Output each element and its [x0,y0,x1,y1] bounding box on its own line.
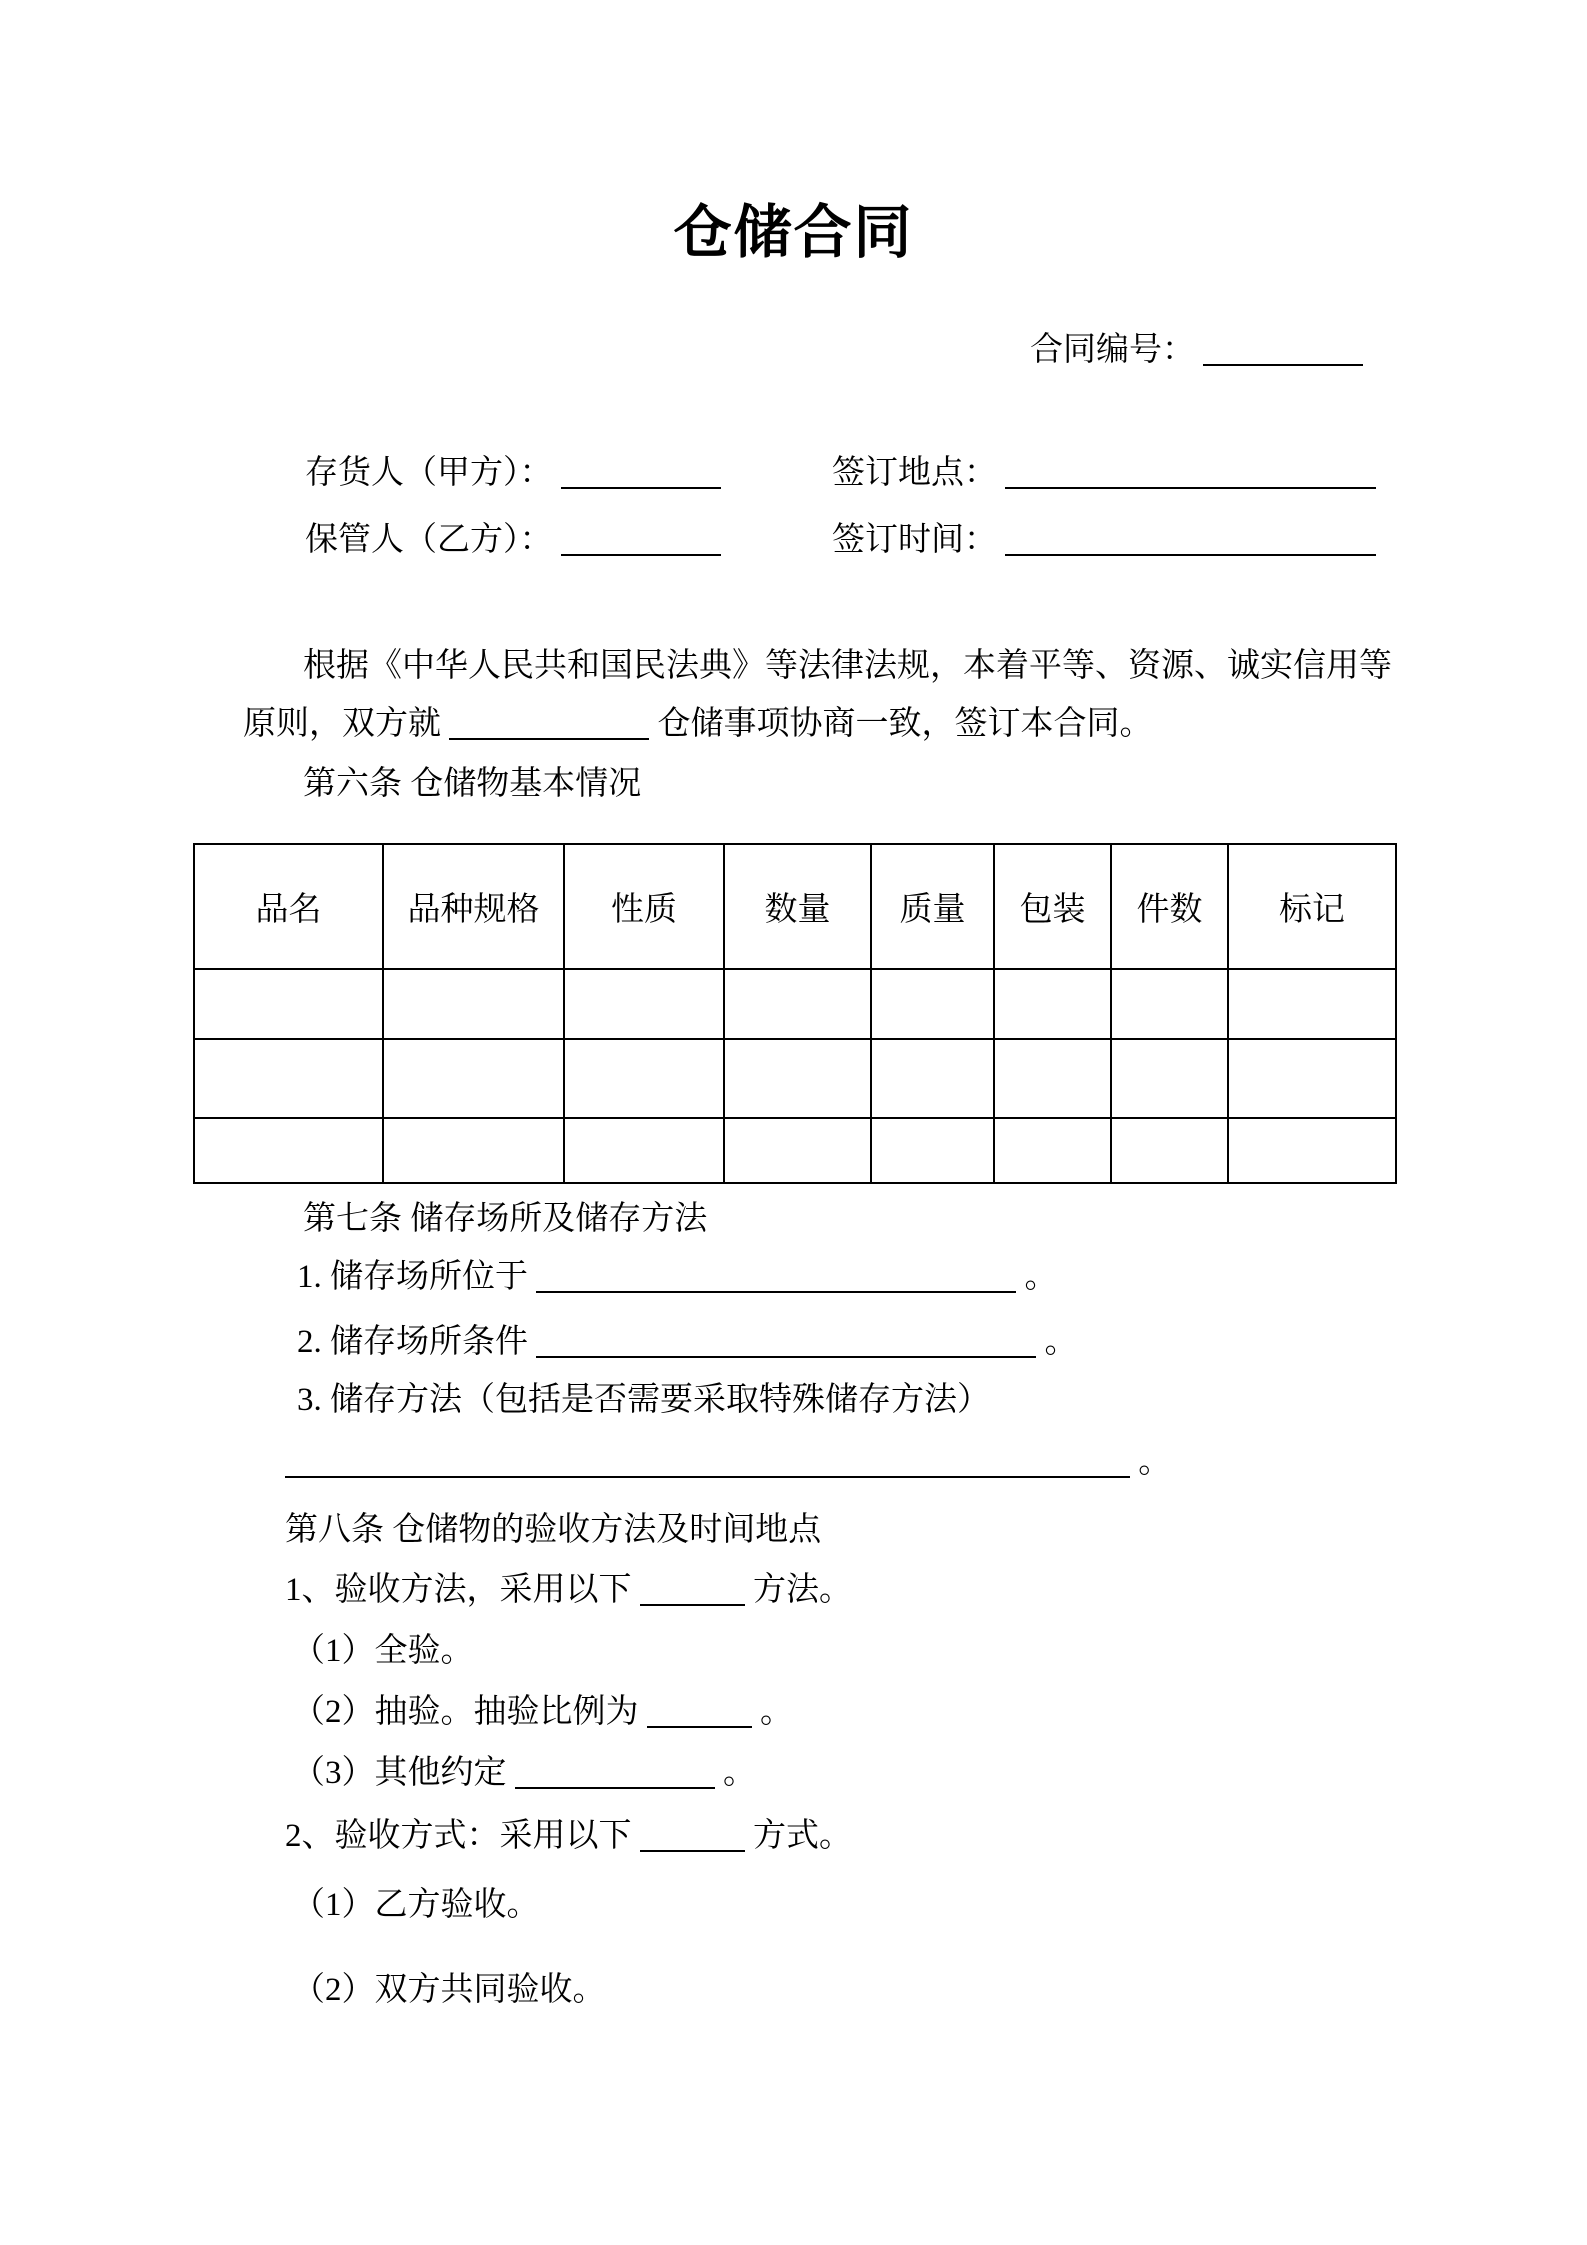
goods-table-cell[interactable] [1228,1118,1396,1183]
preamble-line-2 [243,701,1153,747]
article-8-method-before: 1、验收方法，采用以下 [285,1572,632,1608]
article-8-heading: 第八条 仓储物的验收方法及时间地点 [285,1512,822,1548]
article-7-item-1-label: 1. 储存场所位于 [297,1259,528,1295]
goods-table-header-cell: 品名 [194,844,383,969]
article-8-option-other [292,1750,756,1796]
depositor-label: 存货人（甲方）： [305,455,553,491]
article-7-item-1-period: 。 [1024,1259,1058,1295]
storage-method-blank[interactable] [285,1476,1130,1478]
goods-table-cell[interactable] [564,1118,724,1183]
goods-table-row [194,1118,1396,1183]
preamble-line-2-after: 仓储事项协商一致，签订本合同。 [657,706,1153,742]
goods-table-header-cell: 包装 [994,844,1111,969]
goods-table-cell[interactable] [1228,969,1396,1039]
goods-table-cell[interactable] [383,1118,564,1183]
contract-number-label: 合同编号： [1030,332,1195,368]
article-8-mode-after: 方式。 [753,1818,852,1854]
article-6-heading: 第六条 仓储物基本情况 [303,766,642,802]
article-7-item-2-period: 。 [1044,1324,1078,1360]
goods-table-cell[interactable] [724,969,871,1039]
goods-table-body [194,969,1396,1183]
goods-table-cell[interactable] [994,969,1111,1039]
sign-time-blank[interactable] [1005,554,1376,556]
goods-table-cell[interactable] [194,969,383,1039]
goods-table-header-cell: 质量 [871,844,994,969]
sign-time-line [832,517,1376,563]
preamble-line-2-before: 原则，双方就 [243,706,441,742]
article-7-continuation [285,1439,1171,1485]
goods-table-cell[interactable] [1111,969,1228,1039]
goods-table-cell[interactable] [564,969,724,1039]
goods-table-header-cell: 标记 [1228,844,1396,969]
goods-table-cell[interactable] [724,1039,871,1118]
goods-table-cell[interactable] [1111,1039,1228,1118]
article-7-heading: 第七条 储存场所及储存方法 [303,1201,708,1237]
goods-table-cell[interactable] [871,1118,994,1183]
goods-table-cell[interactable] [564,1039,724,1118]
article-8-method-line [285,1567,852,1613]
goods-table-row [194,1039,1396,1118]
article-8-mode-option-b: （1）乙方验收。 [292,1887,540,1923]
other-agreement-blank[interactable] [515,1787,715,1789]
article-8-mode-option-both: （2）双方共同验收。 [292,1972,606,2008]
storage-condition-blank[interactable] [536,1356,1036,1358]
goods-table-cell[interactable] [383,1039,564,1118]
goods-table-cell[interactable] [994,1118,1111,1183]
goods-table-header-cell: 品种规格 [383,844,564,969]
custodian-blank[interactable] [561,554,721,556]
contract-number-blank[interactable] [1203,364,1363,366]
goods-table [193,843,1397,1184]
goods-table-cell[interactable] [194,1039,383,1118]
storage-location-blank[interactable] [536,1291,1016,1293]
article-8-option-full: （1）全验。 [292,1633,474,1669]
goods-table-cell[interactable] [1111,1118,1228,1183]
goods-table-cell[interactable] [871,1039,994,1118]
preamble-blank[interactable] [449,738,649,740]
sign-place-blank[interactable] [1005,487,1376,489]
goods-table-cell[interactable] [994,1039,1111,1118]
article-8-option-other-label: （3）其他约定 [292,1755,507,1791]
depositor-blank[interactable] [561,487,721,489]
custodian-line [305,517,721,563]
article-7-item-2 [297,1319,1078,1365]
goods-table-header-cell: 性质 [564,844,724,969]
article-7-item-2-label: 2. 储存场所条件 [297,1324,528,1360]
article-8-mode-before: 2、验收方式：采用以下 [285,1818,632,1854]
goods-table-header-cell: 件数 [1111,844,1228,969]
contract-number-line [1030,327,1363,373]
article-8-option-sample-label: （2）抽验。抽验比例为 [292,1694,639,1730]
goods-table-row [194,969,1396,1039]
article-8-option-other-period: 。 [723,1755,756,1791]
goods-table-cell[interactable] [724,1118,871,1183]
article-7-continuation-period: 。 [1138,1444,1172,1480]
sample-ratio-blank[interactable] [647,1726,752,1728]
goods-table-cell[interactable] [871,969,994,1039]
sign-place-line [832,450,1376,496]
inspection-mode-blank[interactable] [640,1850,745,1852]
page-title: 仓储合同 [673,200,914,265]
goods-table-cell[interactable] [194,1118,383,1183]
article-7-item-3: 3. 储存方法（包括是否需要采取特殊储存方法） [297,1382,990,1418]
goods-table-cell[interactable] [1228,1039,1396,1118]
inspection-method-blank[interactable] [640,1604,745,1606]
goods-table-header-row [194,844,1396,969]
goods-table-cell[interactable] [383,969,564,1039]
article-8-option-sample [292,1689,793,1735]
preamble-line-1: 根据《中华人民共和国民法典》等法律法规，本着平等、资源、诚实信用等 [303,648,1392,684]
article-8-method-after: 方法。 [753,1572,852,1608]
custodian-label: 保管人（乙方）： [305,522,553,558]
article-7-item-1 [297,1254,1058,1300]
sign-time-label: 签订时间： [832,522,997,558]
goods-table-header-cell: 数量 [724,844,871,969]
article-8-option-sample-period: 。 [760,1694,793,1730]
depositor-line [305,450,721,496]
sign-place-label: 签订地点： [832,455,997,491]
article-8-mode-line [285,1813,852,1859]
